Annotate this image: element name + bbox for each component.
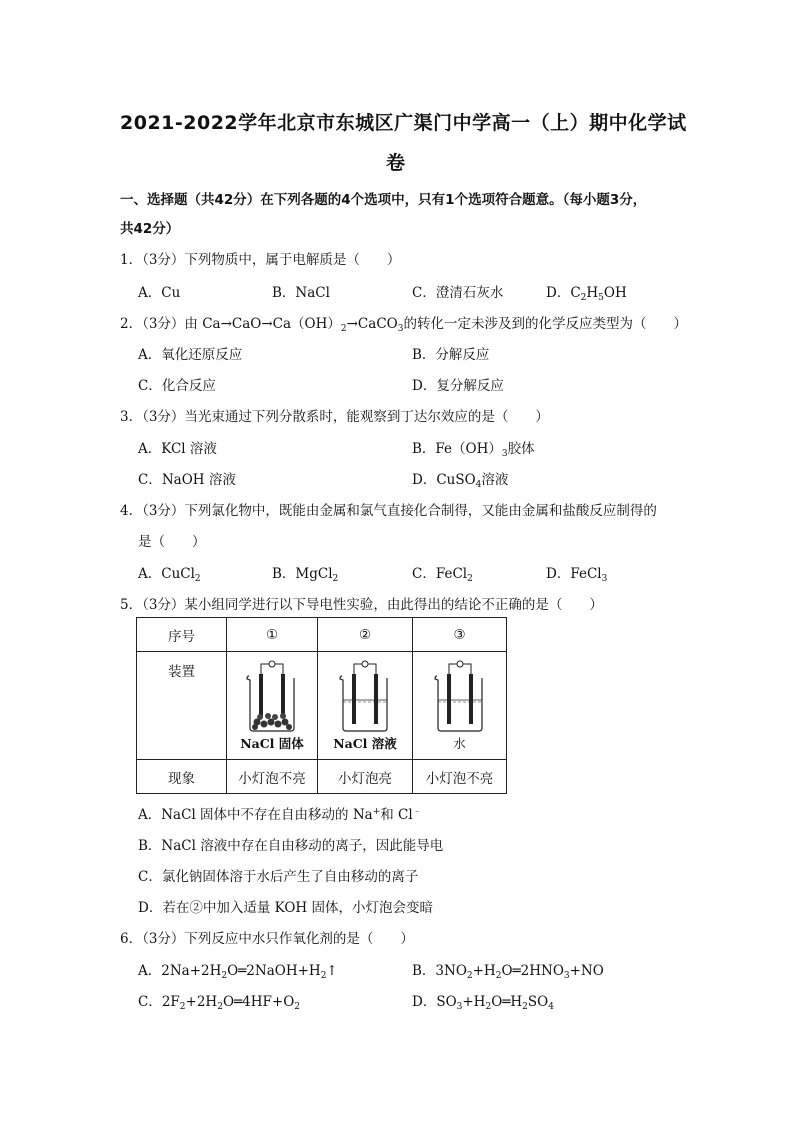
question-6-stem: 6．（3分）下列反应中水只作氧化剂的是（ ） [120, 931, 414, 947]
phenomenon-1: 小灯泡不亮 [227, 760, 318, 794]
question-2-option-b: B．分解反应 [412, 347, 490, 363]
question-5-stem: 5．（3分）某小组同学进行以下导电性实验，由此得出的结论不正确的是（ ） [120, 597, 603, 613]
phenomenon-3: 小灯泡不亮 [413, 760, 507, 794]
table-row-label-apparatus: 装置 [137, 652, 227, 760]
page-title-continued: 卷 [386, 152, 406, 174]
experiment-table [136, 617, 507, 794]
question-4-option-c: C．FeCl$_2$ [412, 566, 473, 584]
question-5-option-c: C．氯化钠固体溶于水后产生了自由移动的离子 [138, 869, 419, 885]
question-6-option-c: C．$2F_2+2H_2O═4HF+O_2$ [138, 994, 300, 1012]
table-header-3: ③ [413, 618, 507, 652]
caption-nacl-solution: NaCl 溶液 [333, 735, 397, 751]
question-4-option-a: A．CuCl$_2$ [138, 566, 201, 584]
question-3-option-a: A．KCl 溶液 [138, 441, 217, 457]
beaker-solid-nacl-icon [239, 660, 305, 734]
phenomenon-2: 小灯泡亮 [318, 760, 413, 794]
question-3-option-d: D．CuSO$_4$溶液 [412, 472, 509, 490]
question-4-option-b: B．MgCl$_2$ [272, 566, 339, 584]
question-1-option-b: B．NaCl [272, 285, 330, 301]
apparatus-cell-1 [227, 652, 318, 760]
beaker-water-icon [427, 660, 493, 734]
apparatus-cell-2 [318, 652, 413, 760]
apparatus-cell-3 [413, 652, 507, 760]
question-5-option-d: D．若在②中加入适量 KOH 固体，小灯泡会变暗 [138, 900, 433, 916]
question-1-option-c: C．澄清石灰水 [412, 285, 504, 301]
question-6-option-a: A．$2Na+2H_2O═2NaOH+H_2↑$ [138, 963, 338, 981]
question-3-option-c: C．NaOH 溶液 [138, 472, 236, 488]
question-5-option-a: A．NaCl 固体中不存在自由移动的 Na+和 Cl﹣ [138, 807, 422, 823]
question-3-option-b: B．$Fe(OH)_3$胶体 [412, 441, 535, 459]
question-6-option-b: B．$3NO_2+H_2O═2HNO_3+NO$ [412, 963, 604, 981]
page-title: 2021-2022学年北京市东城区广渠门中学高一（上）期中化学试 [120, 112, 687, 134]
question-1-option-d: D．$C_2H_5OH$ [546, 285, 627, 303]
question-4-stem-continued: 是（ ） [138, 534, 206, 550]
question-3-stem: 3．（3分）当光束通过下列分散系时，能观察到丁达尔效应的是（ ） [120, 409, 549, 425]
table-header-2: ② [318, 618, 413, 652]
question-4-option-d: D．FeCl$_3$ [546, 566, 608, 584]
question-6-option-d: D．$SO_3+H_2O═H_2SO_4$ [412, 994, 554, 1012]
question-5-option-b: B．NaCl 溶液中存在自由移动的离子，因此能导电 [138, 838, 444, 854]
question-2-option-d: D．复分解反应 [412, 378, 504, 394]
question-4-stem: 4．（3分）下列氯化物中，既能由金属和氯气直接化合制得，又能由金属和盐酸反应制得的 [120, 503, 657, 519]
section-heading-continued: 共42分） [120, 221, 180, 237]
section-heading: 一、选择题（共42分）在下列各题的4个选项中，只有1个选项符合题意。（每小题3分， [120, 192, 647, 208]
table-header-number: 序号 [137, 618, 227, 652]
question-1-option-a: A．Cu [138, 285, 181, 301]
question-2-option-a: A．氧化还原反应 [138, 347, 243, 363]
question-2-stem: 2．（3分）由 $Ca\to CaO\to Ca(OH)_2\to CaCO_3$的转化一定未涉及到的化学反应类型为（ ） [120, 316, 687, 334]
question-1-stem: 1．（3分）下列物质中，属于电解质是（ ） [120, 252, 401, 268]
caption-water: 水 [453, 735, 466, 751]
beaker-nacl-solution-icon [332, 660, 398, 734]
caption-nacl-solid: NaCl 固体 [240, 735, 304, 751]
table-row-label-phenomenon: 现象 [137, 760, 227, 794]
table-header-1: ① [227, 618, 318, 652]
question-2-option-c: C．化合反应 [138, 378, 216, 394]
